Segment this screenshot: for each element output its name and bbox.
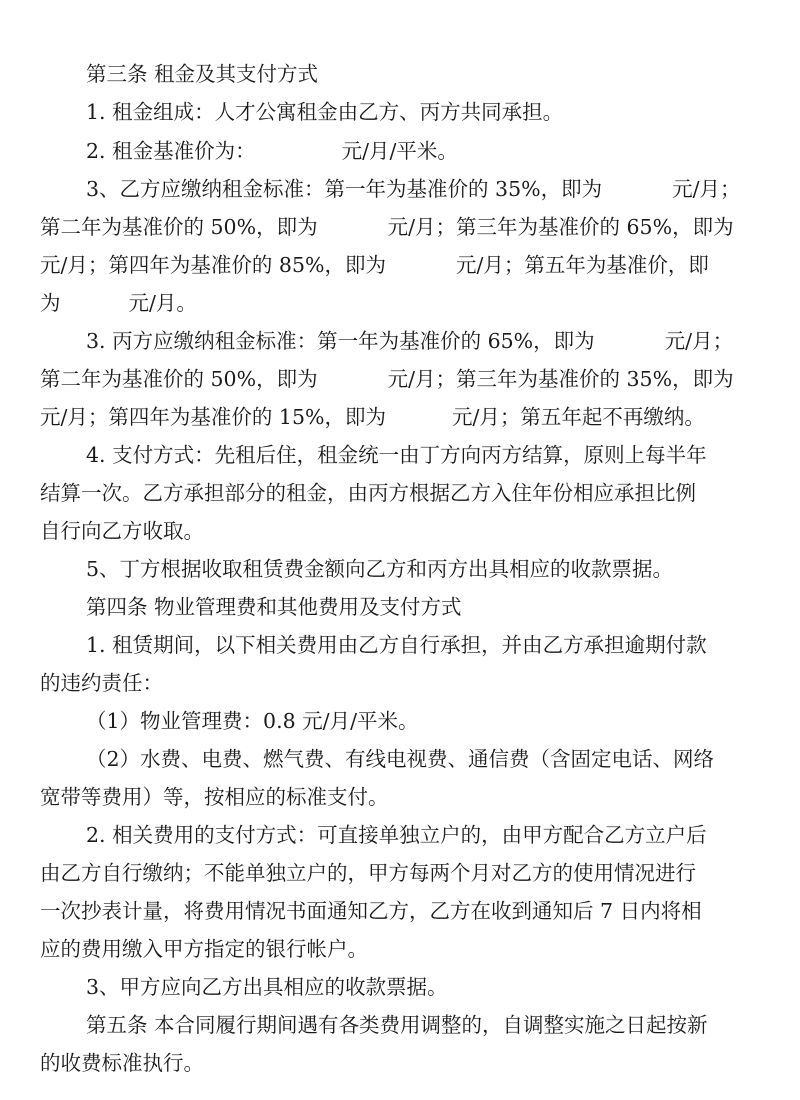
article-3-item-3a-line-2-rest: 元/月；第三年为基准价的 65%，即为 — [387, 215, 734, 239]
article-5-line-1 — [86, 1011, 766, 1039]
article-3-item-4-line-2 — [40, 479, 766, 507]
article-3-item-3a-line-4-text: 为 — [40, 291, 61, 315]
article-3-item-4-line-1-text: 4. 支付方式：先租后住，租金统一由丁方向丙方结算，原则上每半年 — [86, 443, 707, 467]
article-3-item-3a-line-1-text: 3、乙方应缴纳租金标准：第一年为基准价的 35%，即为 — [86, 177, 603, 201]
article-3-item-1 — [86, 98, 766, 126]
article-3-item-3b-line-1-text: 3. 丙方应缴纳租金标准：第一年为基准价的 65%，即为 — [86, 329, 595, 353]
article-4-item-3 — [86, 973, 766, 1001]
article-3-item-3a-line-4-unit: 元/月。 — [128, 291, 197, 315]
article-3-item-5 — [86, 555, 766, 583]
article-4-item-1-line-2 — [40, 669, 766, 697]
article-3-item-5-text: 5、丁方根据收取租赁费金额向乙方和丙方出具相应的收款票据。 — [86, 557, 674, 581]
article-5-line-2 — [40, 1049, 766, 1077]
article-4-item-1-line-1-text: 1. 租赁期间，以下相关费用由乙方自行承担，并由乙方承担逾期付款 — [86, 633, 707, 657]
article-3-item-3b-line-3-rest: 元/月；第五年起不再缴纳。 — [452, 405, 705, 429]
article-3-item-4-line-3 — [40, 517, 766, 545]
article-4-item-2-line-2-text: 由乙方自行缴纳；不能单独立户的，甲方每两个月对乙方的使用情况进行 — [40, 861, 696, 885]
article-3-item-3b-line-2 — [40, 365, 766, 393]
article-4-sub-2-line-1 — [86, 745, 766, 773]
article-4-sub-2-line-2 — [40, 783, 766, 811]
article-3-item-3b-line-3-text: 元/月；第四年为基准价的 15%，即为 — [40, 405, 386, 429]
article-4-item-3-text: 3、甲方应向乙方出具相应的收款票据。 — [86, 975, 448, 999]
article-4-item-2-line-4 — [40, 935, 766, 963]
article-3-item-2-unit: 元/月/平米。 — [341, 139, 458, 163]
article-4-item-2-line-3-text: 一次抄表计量，将费用情况书面通知乙方，乙方在收到通知后 7 日内将相 — [40, 899, 702, 923]
article-4-item-1-line-2-text: 的违约责任： — [40, 671, 163, 695]
article-4-item-2-line-1-text: 2. 相关费用的支付方式：可直接单独立户的，由甲方配合乙方立户后 — [86, 823, 707, 847]
article-3-item-3b-line-1-unit: 元/月； — [664, 329, 734, 353]
article-3-item-3a-line-3 — [40, 251, 766, 279]
article-3-item-2-text: 2. 租金基准价为： — [86, 139, 256, 163]
article-4-sub-2-line-2-text: 宽带等费用）等，按相应的标准支付。 — [40, 785, 389, 809]
article-3-item-1-text: 1. 租金组成：人才公寓租金由乙方、丙方共同承担。 — [86, 100, 564, 124]
article-3-item-3a-line-3-rest: 元/月；第五年为基准价，即 — [456, 253, 709, 277]
article-3-title — [86, 60, 766, 88]
article-3-item-3b-line-3 — [40, 403, 766, 431]
article-3-item-3b-line-2-text: 第二年为基准价的 50%，即为 — [40, 367, 318, 391]
article-4-sub-1-text: （1）物业管理费：0.8 元/月/平米。 — [86, 709, 419, 733]
article-4-title — [86, 593, 766, 621]
article-4-item-2-line-4-text: 应的费用缴入甲方指定的银行帐户。 — [40, 937, 368, 961]
article-3-item-3a-line-2-text: 第二年为基准价的 50%，即为 — [40, 215, 318, 239]
article-3-item-4-line-1 — [86, 441, 766, 469]
article-3-item-4-line-3-text: 自行向乙方收取。 — [40, 519, 204, 543]
article-4-sub-1 — [86, 707, 766, 735]
article-4-title-text: 第四条 物业管理费和其他费用及支付方式 — [86, 595, 462, 619]
article-5-line-1-text: 第五条 本合同履行期间遇有各类费用调整的，自调整实施之日起按新 — [86, 1013, 708, 1037]
article-3-item-3a-line-1-unit: 元/月； — [672, 177, 741, 201]
article-3-item-3a-line-4 — [40, 289, 766, 317]
article-3-item-4-line-2-text: 结算一次。乙方承担部分的租金，由丙方根据乙方入住年份相应承担比例 — [40, 481, 696, 505]
article-3-item-3a-line-1 — [86, 175, 766, 203]
article-5-line-2-text: 的收费标准执行。 — [40, 1051, 204, 1075]
article-3-item-3a-line-3-text: 元/月；第四年为基准价的 85%，即为 — [40, 253, 386, 277]
article-4-item-2-line-1 — [86, 821, 766, 849]
article-4-item-1-line-1 — [86, 631, 766, 659]
article-3-title-text: 第三条 租金及其支付方式 — [86, 62, 319, 86]
article-4-item-2-line-2 — [40, 859, 766, 887]
article-4-item-2-line-3 — [40, 897, 766, 925]
article-3-item-3b-line-2-rest: 元/月；第三年为基准价的 35%，即为 — [387, 367, 734, 391]
article-3-item-2 — [86, 137, 766, 165]
article-4-sub-2-line-1-text: （2）水费、电费、燃气费、有线电视费、通信费（含固定电话、网络 — [86, 747, 715, 771]
article-3-item-3a-line-2 — [40, 213, 766, 241]
article-3-item-3b-line-1 — [86, 327, 766, 355]
